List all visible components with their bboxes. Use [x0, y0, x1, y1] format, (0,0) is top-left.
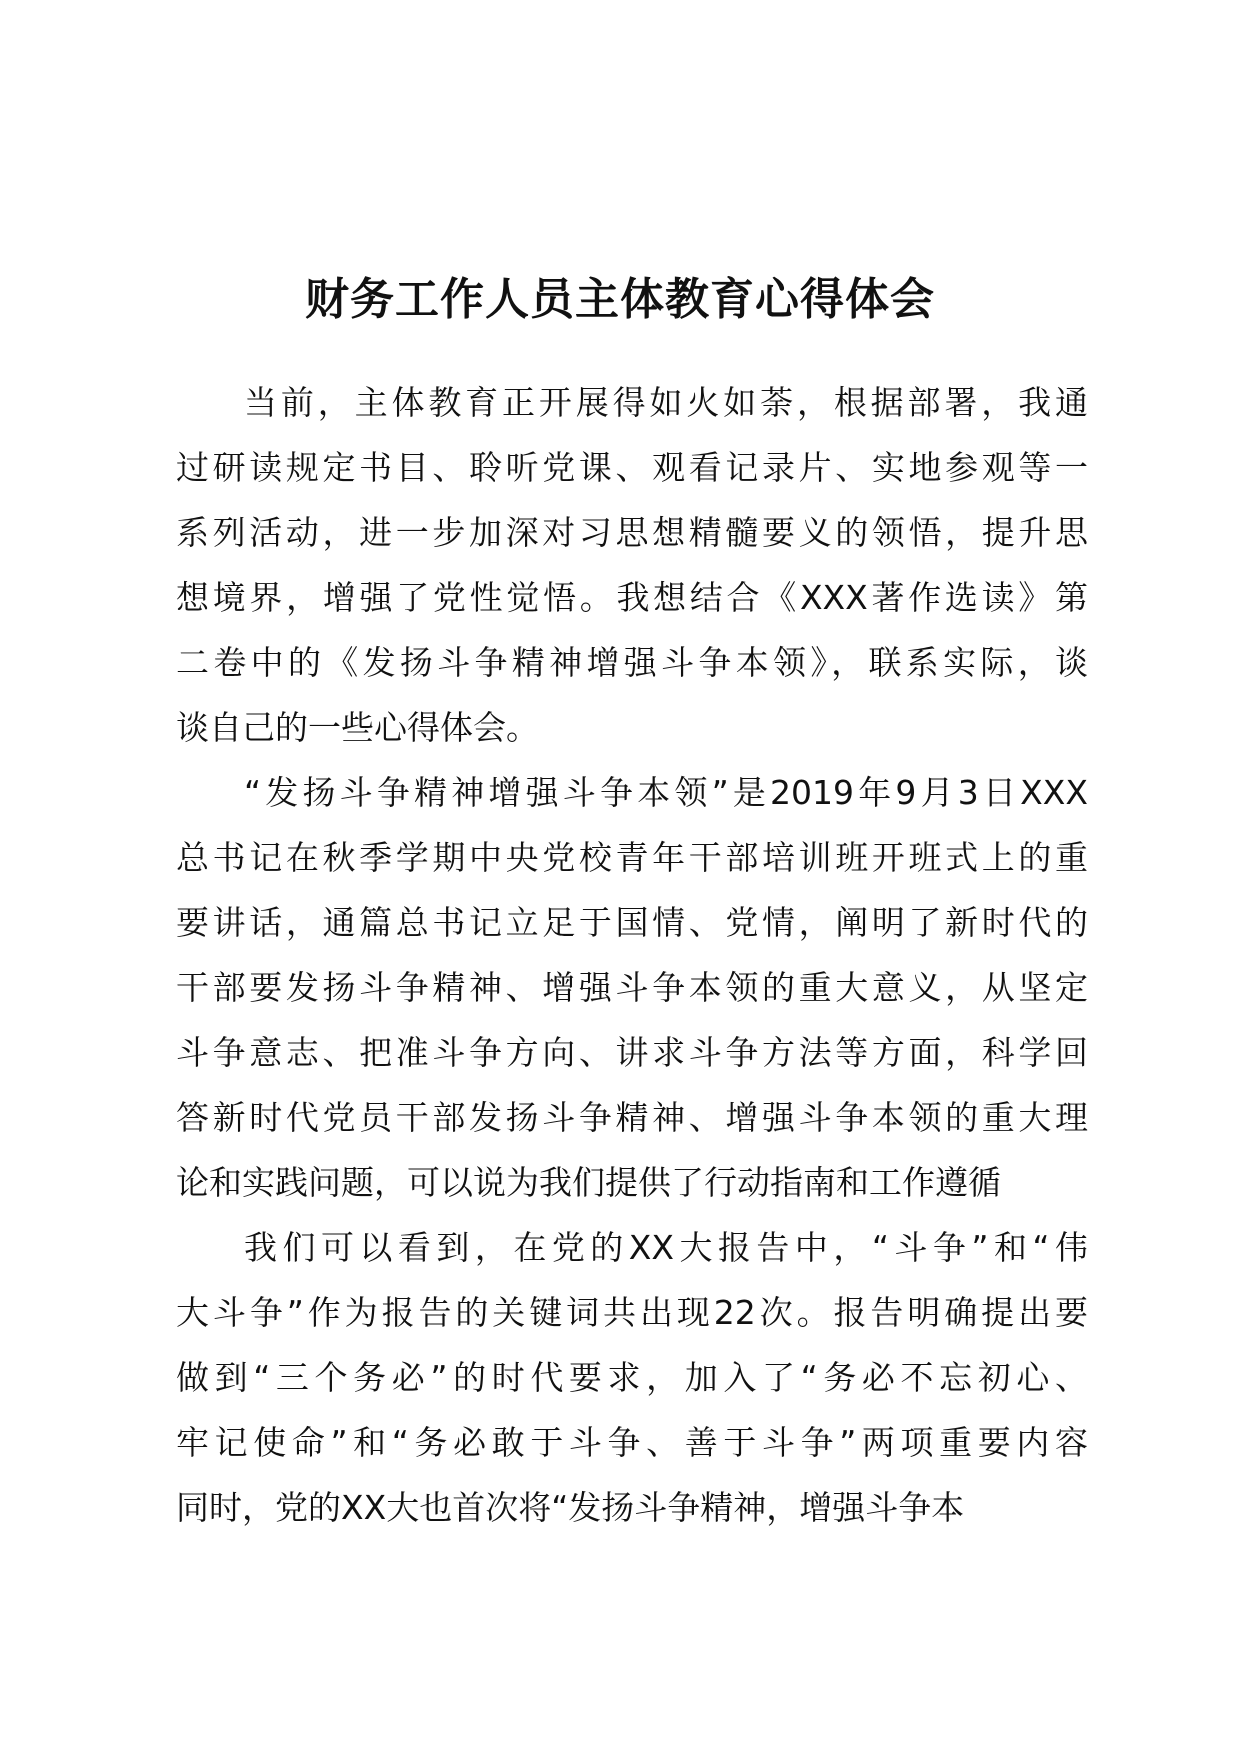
- paragraph-line: 过研读规定书目、聆听党课、观看记录片、实地参观等一: [176, 448, 1088, 487]
- paragraph-line: 谈自己的一些心得体会。: [176, 708, 539, 747]
- paragraph-line: 做到“三个务必”的时代要求，加入了“务必不忘初心、: [176, 1358, 1088, 1397]
- paragraph-line: 要讲话，通篇总书记立足于国情、党情，阐明了新时代的: [176, 903, 1088, 942]
- paragraph-line: 牢记使命”和“务必敢于斗争、善于斗争”两项重要内容: [176, 1423, 1088, 1462]
- paragraph-line: 想境界，增强了党性觉悟。我想结合《XXX著作选读》第: [176, 578, 1088, 617]
- paragraph-2: [176, 760, 1088, 1215]
- paragraph-line: 答新时代党员干部发扬斗争精神、增强斗争本领的重大理: [176, 1098, 1088, 1137]
- document-title: 财务工作人员主体教育心得体会: [305, 274, 935, 325]
- paragraph-line: 斗争意志、把准斗争方向、讲求斗争方法等方面，科学回: [176, 1033, 1088, 1072]
- paragraph-line: “发扬斗争精神增强斗争本领”是2019年9月3日XXX: [244, 773, 1088, 812]
- paragraph-line: 大斗争”作为报告的关键词共出现22次。报告明确提出要: [176, 1293, 1088, 1332]
- paragraph-line: 同时，党的XX大也首次将“发扬斗争精神，增强斗争本: [176, 1488, 965, 1527]
- paragraph-3: [176, 1215, 1088, 1540]
- paragraph-line: 我们可以看到，在党的XX大报告中，“斗争”和“伟: [244, 1228, 1088, 1267]
- paragraph-line: 总书记在秋季学期中央党校青年干部培训班开班式上的重: [176, 838, 1088, 877]
- paragraph-line: 干部要发扬斗争精神、增强斗争本领的重大意义，从坚定: [176, 968, 1088, 1007]
- document-body: [176, 370, 1088, 1540]
- paragraph-line: 二卷中的《发扬斗争精神增强斗争本领》，联系实际，谈: [176, 643, 1088, 682]
- paragraph-line: 论和实践问题，可以说为我们提供了行动指南和工作遵循: [176, 1163, 1001, 1202]
- paragraph-line: 系列活动，进一步加深对习思想精髓要义的领悟，提升思: [176, 513, 1088, 552]
- paragraph-line: 当前，主体教育正开展得如火如荼，根据部署，我通: [244, 383, 1088, 422]
- paragraph-1: [176, 370, 1088, 760]
